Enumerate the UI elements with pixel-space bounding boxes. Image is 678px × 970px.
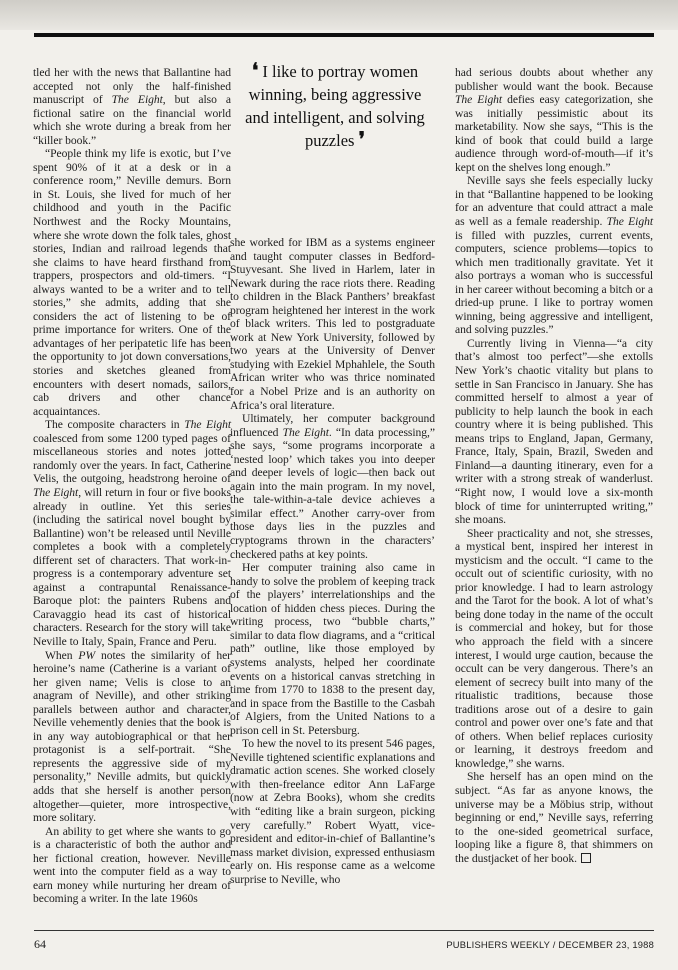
paragraph: The composite characters in The Eight coalesced from some 1200 typed pages of miscellaneous stories and notes jotted randomly over the years. In fact, Catherine Velis, the outgoing, headstrong heroine of The Eight, will return in four or five books already in outline. Yet this series (including the satirical novel bought by Ballantine) won’t be released until Neville completes a book with a completely different set of characters. That work-in-progress is a contemporary adventure set against a contrapuntal Renaissance-Baroque plot: the painters Rubens and Caravaggio head its cast of historical characters. Research for the story will take Neville to Italy, Spain, France and Peru.	[33, 418, 231, 648]
page-number: 64	[34, 937, 46, 951]
paragraph: Sheer practicality and not, she stresses, a mystical bent, inspired her interest in mysticism and the occult. “I came to the occult out of scientific curiosity, with no prior knowledge. I had to learn astrology and the Tarot for the book. A lot of what’s being done today in the name of the occult is commercial and hokey, but for those who approach the field with a sincere interest, I would urge caution, because the occult can be very dangerous. There’s an element of secrecy built into many of the ritualistic traditions, because those traditions arose out of a desire to gain control and power over one’s fate and that of others. When belief replaces curiosity or learning, it destroys freedom and knowledge,” she warns.	[455, 526, 653, 770]
paragraph: Currently living in Vienna—“a city that’s almost too perfect”—she extolls New York’s chaotic vitality but plans to settle in San Francisco in January. She has committed herself to almost a year of publicity to help launch the book in each country where it is being published. This means trips to England, Japan, Germany, France, Italy, Spain, Brazil, Sweden and Finland—a daunting itinerary, even for a writer with a strong streak of wanderlust. “Right now, I would love a six-month block of time for uninterrupted writing,” she moans.	[455, 336, 653, 527]
open-quote-mark: ❛	[251, 60, 259, 82]
pull-quote	[235, 60, 435, 152]
paragraph: “People think my life is exotic, but I’ve spent 90% of it at a desk or in a conference room,” Neville demurs. Born in St. Louis, she lived for much of her childhood and youth in the Pacific Northwest and the Rocky Mountains, where she wrote down the folk tales, ghost stories, Indian and railroad legends that she claims to have heard firsthand from trappers, prospectors and old-timers. “I always wanted to be a writer and to tell stories,” she admits, adding that she considers the act of listening to be of prime importance for writers. One of the advantages of her peripatetic life has been the opportunity to jot down conversations, stories and sketches gleaned from encounters with desert nomads, sailors, cab drivers and other chance acquaintances.	[33, 147, 231, 418]
paragraph: Neville says she feels especially lucky in that “Ballantine happened to be looking for an adventure that could attract a male as well as a female readership. The Eight is filled with puzzles, current events, computers, science problems—topics to which men traditionally gravitate. Yet it also portrays a woman who is successful in her career without becoming a bitch or a dried-up prune. I like to portray women winning, being aggressive and intelligent, and solving puzzles.”	[455, 174, 653, 337]
paragraph: She herself has an open mind on the subject. “As far as anyone knows, the universe may be a Möbius strip, without beginning or end,” Neville says, referring to the one-sided geometrical surface, looping like a figure 8, that shimmers on the dustjacket of her book.	[455, 770, 653, 865]
end-mark-icon	[581, 853, 591, 863]
close-quote-mark: ❜	[358, 129, 366, 151]
text-column-2	[230, 236, 435, 886]
paragraph: Her computer training also came in handy to solve the problem of keeping track of the players’ interrelationships and the location of hidden chess pieces. During the writing process, two “bubble charts,” similar to data flow diagrams, and a “critical path” outline, like those employed by systems analysts, helped her coordinate events on a historical canvas stretching in time from 1770 to 1838 to the present day, and in space from the Bastille to the Casbah of Algiers, from the United Nations to a prison cell in St. Petersburg.	[230, 561, 435, 737]
paragraph: When PW notes the similarity of her heroine’s name (Catherine is a variant of her given name; Velis is close to an anagram of Neville), and other striking parallels between author and character, Neville vehemently denies that the book is in any way autobiographical or that her protagonist is a self-portrait. “She represents the aggressive side of my personality,” Neville admits, but quickly adds that she herself is another person altogether—quieter, more introspective, more solitary.	[33, 648, 231, 825]
paragraph: had serious doubts about whether any publisher would want the book. Because The Eight defies easy categorization, she was initially pessimistic about its marketability. Now she says, “This is the kind of book that could build a large audience through word-of-mouth—if it’s kept on the shelves long enough.”	[455, 66, 653, 174]
paragraph: she worked for IBM as a systems engineer and taught computer classes in Bedford-Stuyvesant. She lived in Harlem, later in Newark during the race riots there. Reading to children in the Black Panthers’ breakfast program heightened her interest in the work of black writers. This led to postgraduate work at New York University, followed by two years at the University of Denver studying with Ezekiel Mphahlele, the South African writer who was thrice nominated for a Nobel Prize and is an authority on Africa’s oral literature.	[230, 236, 435, 412]
pull-quote-text: I like to portray women winning, being aggressive and intelligent, and solving puzzles	[245, 62, 425, 150]
paragraph: tled her with the news that Ballantine had accepted not only the half-finished manuscript of The Eight, but also a fictional satire on the financial world which she wrote during a break from her “killer book.”	[33, 66, 231, 147]
text-column-3	[455, 66, 653, 865]
paragraph: An ability to get where she wants to go is a characteristic of both the author and her fictional creation, however. Neville went into the computer field as a way to earn money while nurturing her dream of becoming a writer. In the late 1960s	[33, 824, 231, 906]
paragraph: To hew the novel to its present 546 pages, Neville tightened scientific explanations and dramatic action scenes. She worked closely with then-freelance editor Ann LaFarge (now at Zebra Books), whom she credits with “editing like a brain surgeon, picking very carefully.” Robert Wyatt, vice-president and editor-in-chief of Ballantine’s mass market division, expressed enthusiasm early on. His response came as a welcome surprise to Neville, who	[230, 737, 435, 886]
header-rule	[34, 33, 654, 37]
text-column-1	[33, 66, 231, 906]
paragraph: Ultimately, her computer background influenced The Eight. “In data processing,” she says, “some programs incorporate a ‘nested loop’ which takes you into deeper and deeper levels of logic—then back out again into the main program. In my novel, the tale-within-a-tale device achieves a similar effect.” Another carry-over from those days lies in the puzzles and cryptograms thrown in the characters’ checkered paths at key points.	[230, 412, 435, 561]
top-scan-strip	[0, 0, 678, 30]
publication-line: PUBLISHERS WEEKLY / DECEMBER 23, 1988	[446, 939, 654, 950]
footer-rule	[34, 930, 654, 931]
